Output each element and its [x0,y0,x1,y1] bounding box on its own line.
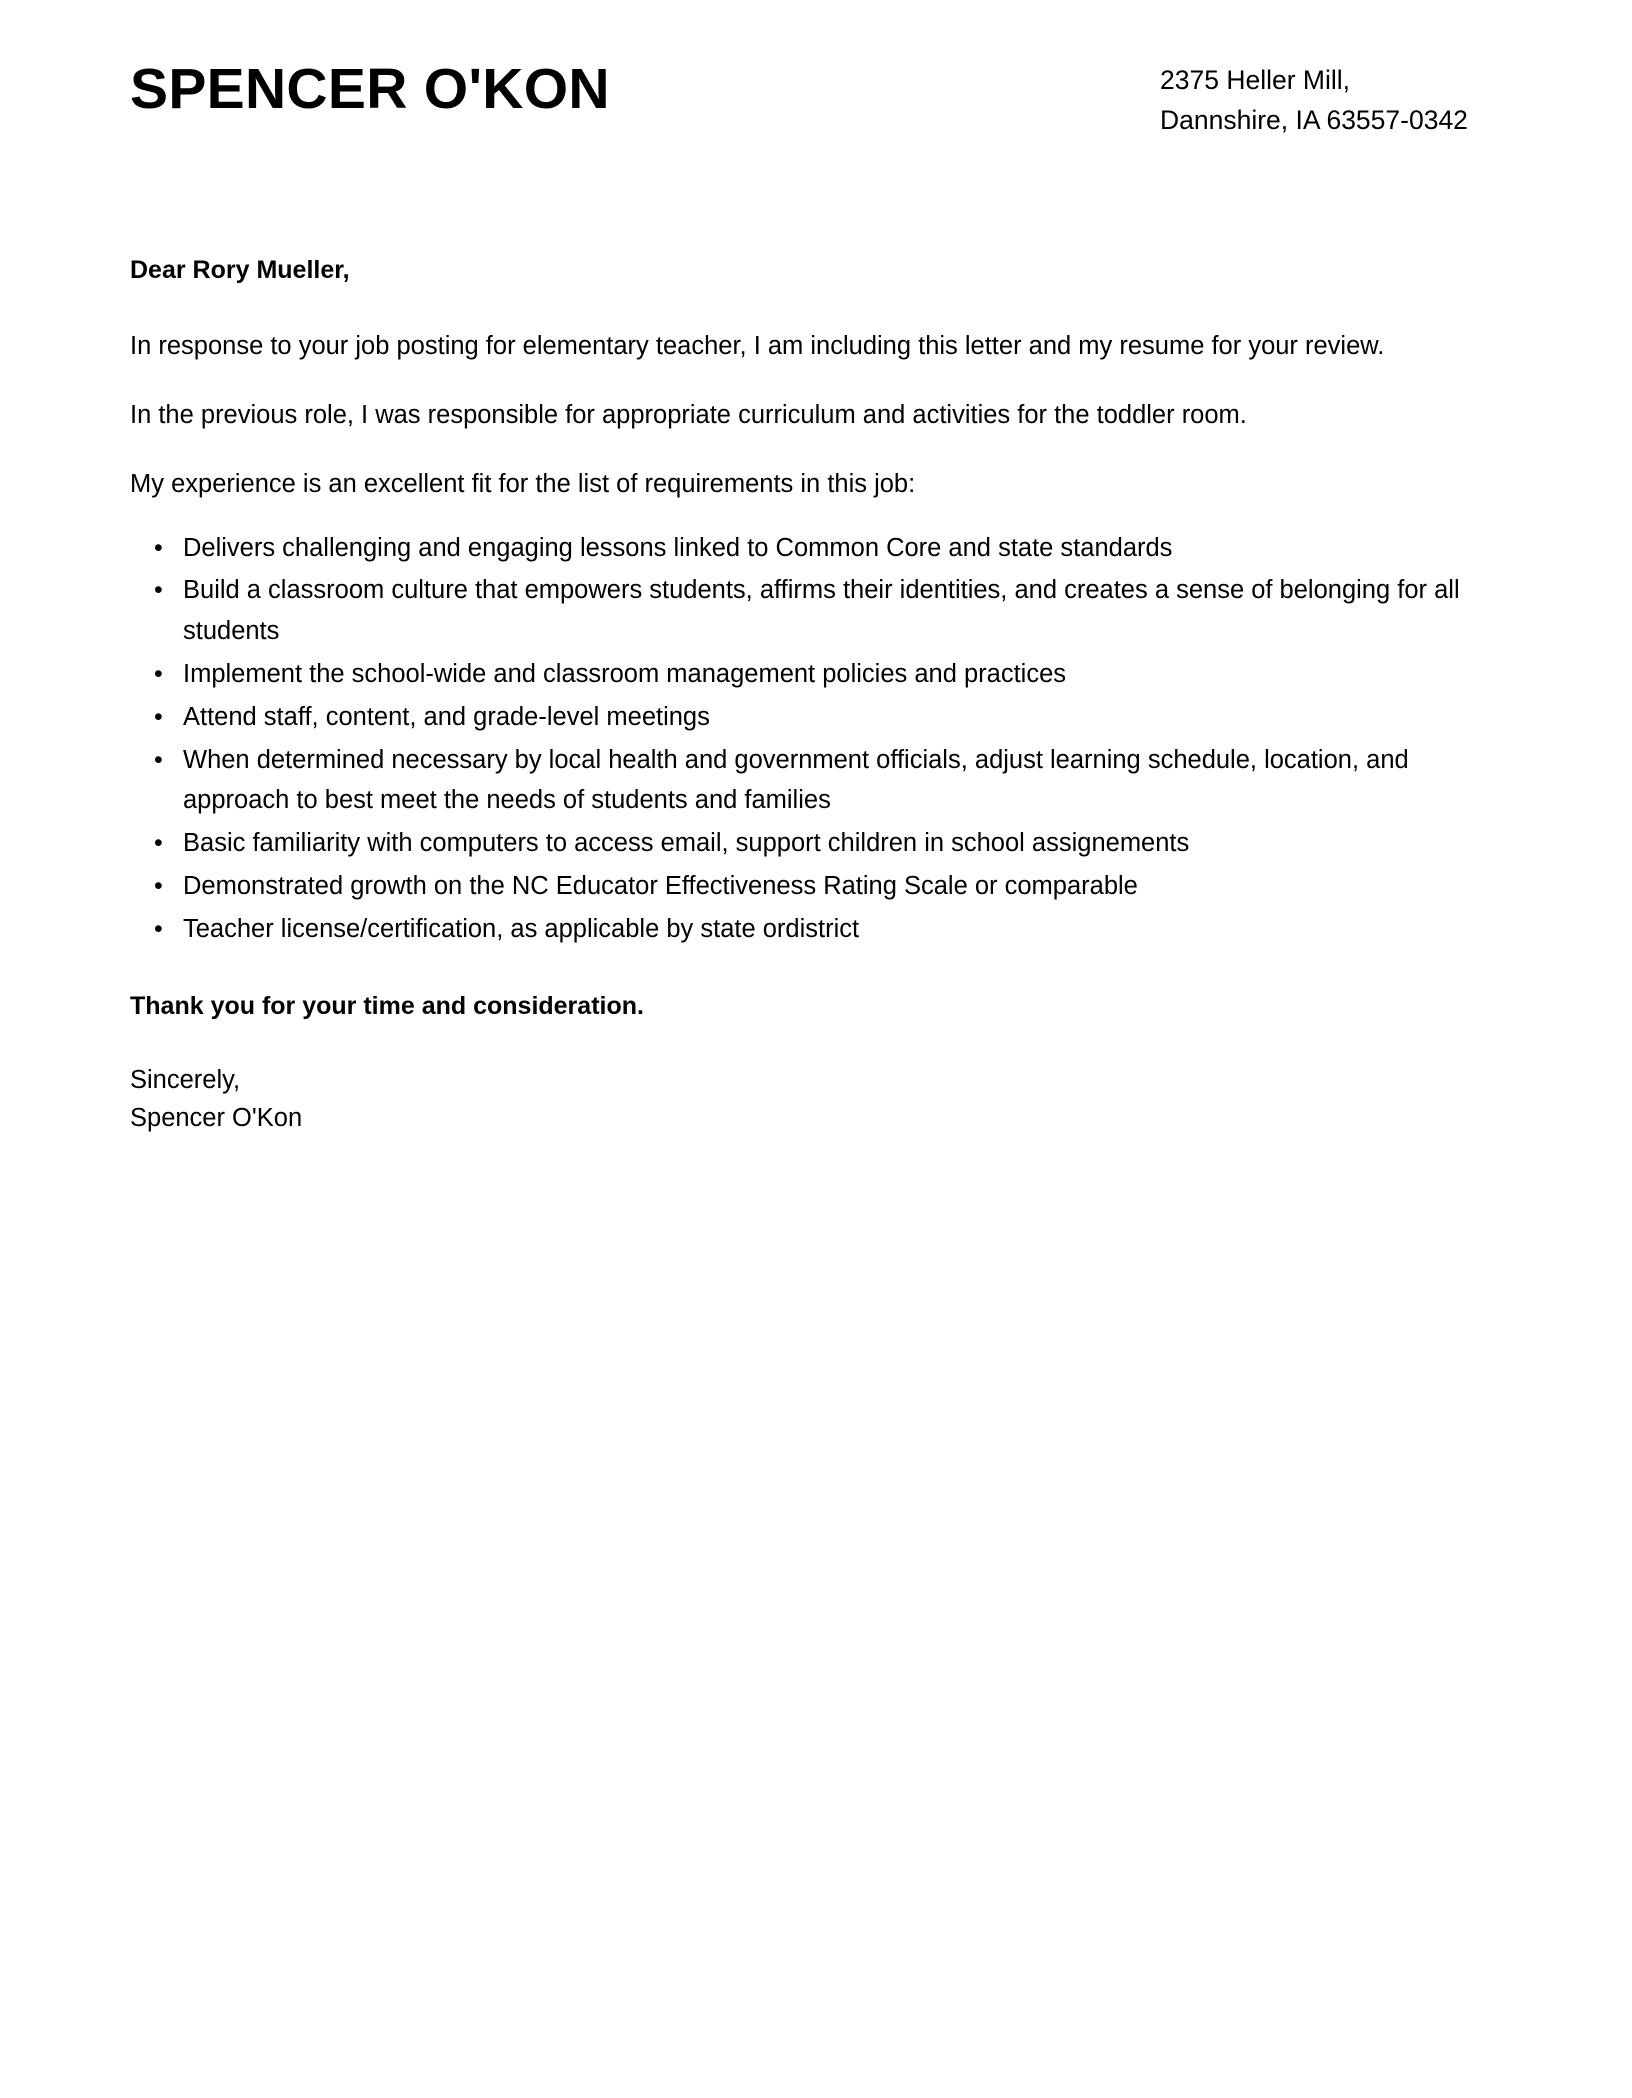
signature-name: Spencer O'Kon [130,1103,303,1132]
list-item: • Basic familiarity with computers to access email, support children in school assignements [130,823,1490,864]
body-paragraph-1: In response to your job posting for elementary teacher, I am including this letter and my resume for your review. [130,331,1385,360]
list-item: • Demonstrated growth on the NC Educator Effectiveness Rating Scale or comparable [130,866,1490,907]
letter-content [130,0,1490,1137]
list-item: • When determined necessary by local health and government officials, adjust learning schedule, location, and approach to best meet the needs of students and families [130,740,1490,822]
address-line-1: 2375 Heller Mill, [1160,65,1350,95]
salutation: Dear Rory Mueller, [130,255,350,284]
letter-body [130,252,1490,1138]
applicant-name: SPENCER O'KON [130,57,610,121]
list-item: • Attend staff, content, and grade-level meetings [130,697,1490,738]
address-line-2: Dannshire, IA 63557-0342 [1160,105,1468,136]
signature-block [130,1062,1490,1137]
list-item: • Teacher license/certification, as applicable by state ordistrict [130,909,1490,950]
list-item: • Delivers challenging and engaging lessons linked to Common Core and state standards [130,528,1490,569]
valediction: Sincerely, [130,1065,241,1094]
list-item: • Implement the school-wide and classroom management policies and practices [130,654,1490,695]
letter-header [130,0,1490,141]
list-item: • Build a classroom culture that empowers students, affirms their identities, and creates a sense of belonging for all students [130,570,1490,652]
body-paragraph-2: In the previous role, I was responsible for appropriate curriculum and activities for the toddler room. [130,401,1247,430]
closing-line: Thank you for your time and consideration. [130,991,644,1020]
applicant-address [1160,52,1490,141]
requirements-list [130,528,1490,950]
requirements-intro: My experience is an excellent fit for the list of requirements in this job: [130,470,916,499]
